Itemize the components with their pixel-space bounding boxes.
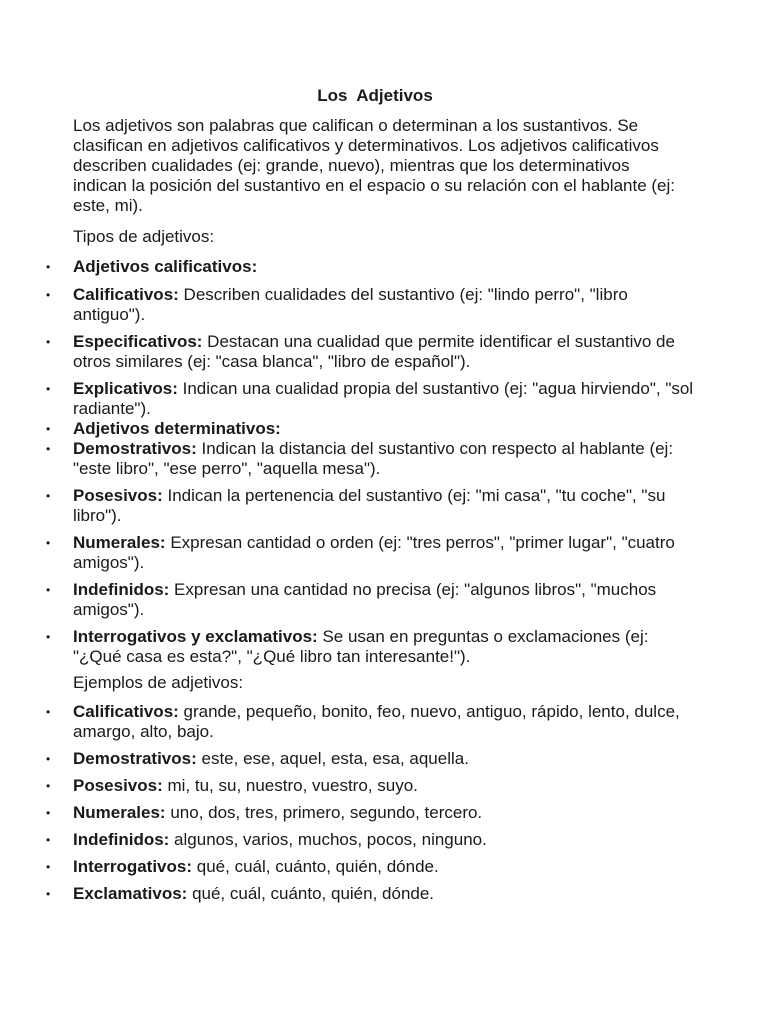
list-item-term: Calificativos: bbox=[73, 702, 179, 721]
bullet-icon: • bbox=[46, 833, 51, 847]
list-item bbox=[0, 580, 700, 620]
list-item-text: qué, cuál, cuánto, quién, dónde. bbox=[187, 884, 435, 903]
list-item-term: Numerales: bbox=[73, 803, 166, 822]
list-item bbox=[0, 379, 700, 419]
bullet-icon: • bbox=[46, 705, 51, 719]
list-item bbox=[0, 803, 700, 823]
list-item-term: Posesivos: bbox=[73, 776, 163, 795]
list-item bbox=[0, 486, 700, 526]
bullet-icon: • bbox=[46, 752, 51, 766]
list-item-term: Exclamativos: bbox=[73, 884, 188, 903]
list-item-text: Indican la pertenencia del sustantivo (ej: "mi casa", "tu coche", "su libro"). bbox=[73, 486, 666, 525]
tipos-heading: Tipos de adjetivos: bbox=[73, 227, 215, 246]
list-item bbox=[0, 749, 700, 769]
list-item-text: Describen cualidades del sustantivo (ej: "lindo perro", "libro antiguo"). bbox=[73, 285, 628, 324]
bullet-icon: • bbox=[46, 860, 51, 874]
list-item-text: Expresan una cantidad no precisa (ej: "algunos libros", "muchos amigos"). bbox=[73, 580, 657, 619]
ejemplos-list bbox=[0, 702, 700, 904]
list-item-text: algunos, varios, muchos, pocos, ninguno. bbox=[169, 830, 487, 849]
list-item bbox=[0, 439, 700, 479]
list-item bbox=[0, 776, 700, 796]
list-item-text: este, ese, aquel, esta, esa, aquella. bbox=[196, 749, 469, 768]
list-item-term: Explicativos: bbox=[73, 379, 178, 398]
intro-paragraph: Los adjetivos son palabras que califican o determinan a los sustantivos. Se clasifican en adjetivos calificativos y determinativos. Los adjetivos calificativos describen cualidades (ej: grande, nuevo), mientras que los determinativos indican la posición del sustantivo en el espacio o su relación con el hablante (ej: este, mi). bbox=[73, 116, 675, 215]
list-item-term: Posesivos: bbox=[73, 486, 163, 505]
list-item bbox=[0, 332, 700, 372]
tipos-list bbox=[0, 257, 700, 667]
list-item bbox=[0, 884, 700, 904]
bullet-icon: • bbox=[46, 489, 51, 503]
list-item bbox=[0, 702, 700, 742]
bullet-icon: • bbox=[46, 442, 51, 456]
list-item-term: Adjetivos determinativos: bbox=[73, 419, 281, 438]
bullet-icon: • bbox=[46, 260, 51, 274]
page-title: Los Adjetivos bbox=[317, 86, 433, 105]
list-item-text: Indican una cualidad propia del sustantivo (ej: "agua hirviendo", "sol radiante"). bbox=[73, 379, 694, 418]
ejemplos-heading: Ejemplos de adjetivos: bbox=[73, 673, 244, 692]
list-item-term: Indefinidos: bbox=[73, 830, 170, 849]
list-item-text: Indican la distancia del sustantivo con respecto al hablante (ej: "este libro", "ese perro", "aquella mesa"). bbox=[73, 439, 674, 478]
bullet-icon: • bbox=[46, 536, 51, 550]
list-item-text: Expresan cantidad o orden (ej: "tres perros", "primer lugar", "cuatro amigos"). bbox=[73, 533, 675, 572]
list-item-text: uno, dos, tres, primero, segundo, tercero. bbox=[165, 803, 483, 822]
bullet-icon: • bbox=[46, 887, 51, 901]
list-item-text: qué, cuál, cuánto, quién, dónde. bbox=[192, 857, 439, 876]
list-item-text: Destacan una cualidad que permite identificar el sustantivo de otros similares (ej: "casa blanca", "libro de español"). bbox=[73, 332, 675, 371]
bullet-icon: • bbox=[46, 806, 51, 820]
list-item bbox=[0, 285, 700, 325]
bullet-icon: • bbox=[46, 382, 51, 396]
list-item-term: Numerales: bbox=[73, 533, 166, 552]
list-item bbox=[0, 257, 700, 277]
list-item-term: Interrogativos y exclamativos: bbox=[73, 627, 318, 646]
list-item-term: Especificativos: bbox=[73, 332, 203, 351]
list-item-term: Interrogativos: bbox=[73, 857, 193, 876]
bullet-icon: • bbox=[46, 288, 51, 302]
list-item-term: Calificativos: bbox=[73, 285, 179, 304]
bullet-icon: • bbox=[46, 335, 51, 349]
list-item-text: grande, pequeño, bonito, feo, nuevo, antiguo, rápido, lento, dulce, amargo, alto, bajo. bbox=[73, 702, 680, 741]
bullet-icon: • bbox=[46, 583, 51, 597]
list-item-term: Adjetivos calificativos: bbox=[73, 257, 258, 276]
list-item-text: Se usan en preguntas o exclamaciones (ej: "¿Qué casa es esta?", "¿Qué libro tan interesante!"). bbox=[73, 627, 649, 666]
list-item-term: Demostrativos: bbox=[73, 439, 197, 458]
list-item bbox=[0, 627, 700, 667]
list-item bbox=[0, 830, 700, 850]
list-item bbox=[0, 857, 700, 877]
bullet-icon: • bbox=[46, 779, 51, 793]
list-item-text: mi, tu, su, nuestro, vuestro, suyo. bbox=[162, 776, 418, 795]
list-item bbox=[0, 533, 700, 573]
bullet-icon: • bbox=[46, 630, 51, 644]
bullet-icon: • bbox=[46, 422, 51, 436]
list-item-term: Demostrativos: bbox=[73, 749, 197, 768]
list-item-term: Indefinidos: bbox=[73, 580, 170, 599]
list-item bbox=[0, 419, 700, 439]
